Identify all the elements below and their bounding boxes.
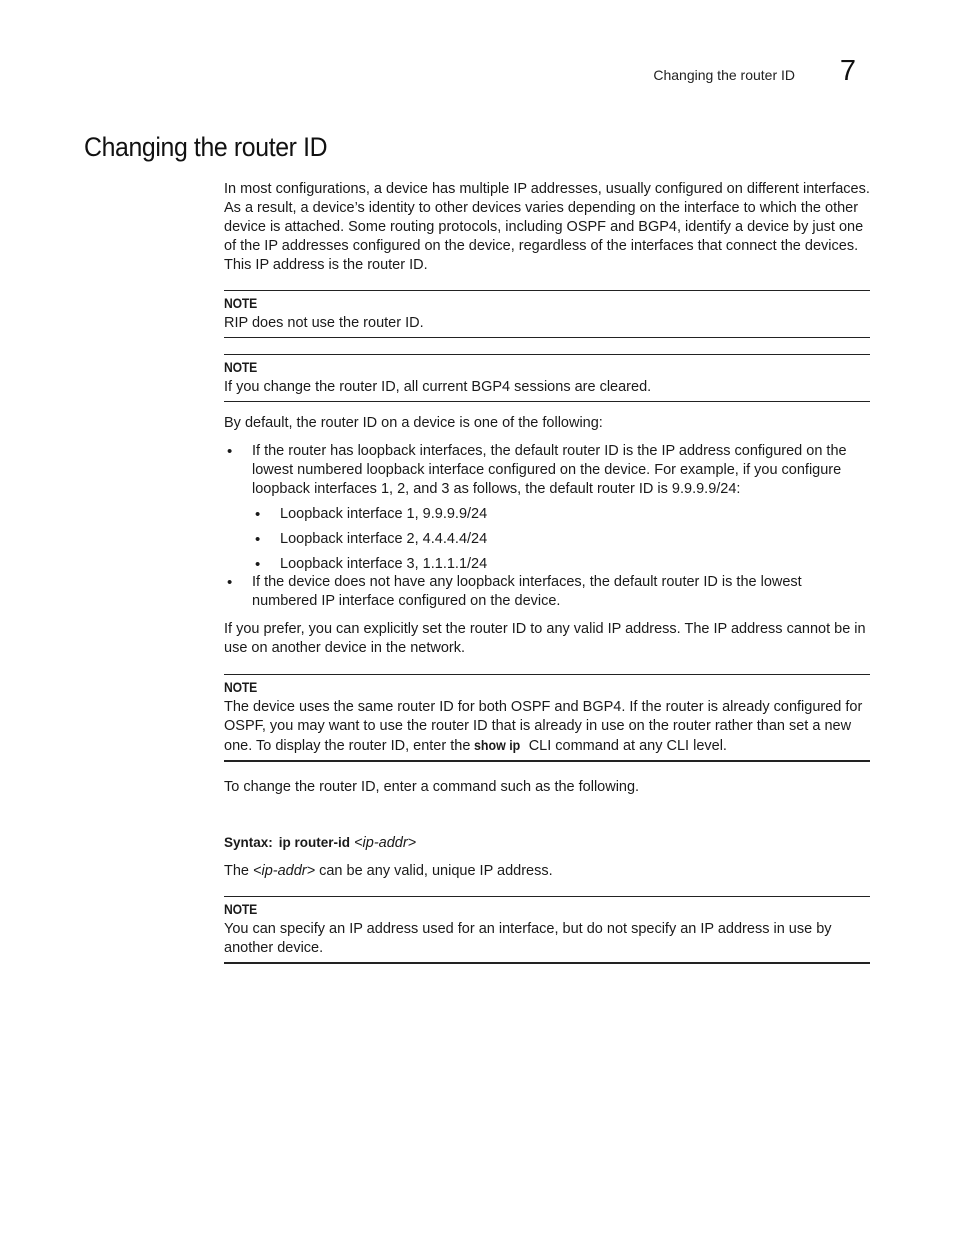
list-item xyxy=(224,573,870,611)
note-label: NOTE xyxy=(224,902,258,917)
default-intro: By default, the router ID on a device is one of the following: xyxy=(224,415,603,431)
note-box xyxy=(224,354,870,402)
list-item xyxy=(224,442,870,574)
note-text: RIP does not use the router ID. xyxy=(224,315,424,331)
prefer-paragraph: If you prefer, you can explicitly set the router ID to any valid IP address. The IP address cannot be in use on another device in the network. xyxy=(224,621,866,656)
note-text: You can specify an IP address used for an interface, but do not specify an IP address in use by another device. xyxy=(224,921,832,956)
note-box xyxy=(224,290,870,338)
syntax-parameter: <ip-addr> xyxy=(354,835,417,851)
running-title: Changing the router ID xyxy=(653,67,795,83)
running-header xyxy=(560,55,858,88)
note-text-part: The device uses the same router ID for both OSPF and BGP4. If the router is already configured for OSPF, you may want to use the router ID that is already in use on the router rather than set a new one. To display the router ID, enter the xyxy=(224,699,863,754)
note-label: NOTE xyxy=(224,296,258,311)
loopback-list xyxy=(252,505,870,574)
parameter-description xyxy=(224,862,870,881)
page-title: Changing the router ID xyxy=(84,132,328,162)
note-text: If you change the router ID, all current BGP4 sessions are cleared. xyxy=(224,379,652,395)
inline-command: show ip xyxy=(474,738,521,753)
note-text-part: CLI command at any CLI level. xyxy=(524,738,727,754)
intro-paragraph: In most configurations, a device has multiple IP addresses, usually configured on different interfaces. As a result, a device’s identity to other devices varies depending on the interface to which the other device is attached. Some routing protocols, including OSPF and BGP4, identify a device by just one of the IP addresses configured on the device, regardless of the interfaces that connect the devices. This IP address is the router ID. xyxy=(224,181,870,273)
list-item: • Loopback interface 1, 9.9.9.9/24 xyxy=(252,505,870,524)
desc-text: The xyxy=(224,863,254,879)
note-label: NOTE xyxy=(224,680,258,695)
main-content xyxy=(224,180,870,980)
syntax-command: ip router-id xyxy=(278,835,351,850)
syntax-line xyxy=(224,833,870,853)
syntax-label: Syntax: xyxy=(224,835,273,850)
note-box xyxy=(224,674,870,762)
note-box xyxy=(224,896,870,964)
list-item: • Loopback interface 2, 4.4.4.4/24 xyxy=(252,530,870,549)
list-item: • Loopback interface 3, 1.1.1.1/24 xyxy=(252,555,870,574)
default-router-id-list xyxy=(224,442,870,611)
note-label: NOTE xyxy=(224,360,258,375)
change-paragraph: To change the router ID, enter a command such as the following. xyxy=(224,779,640,795)
chapter-number: 7 xyxy=(839,55,856,87)
list-item-text: If the device does not have any loopback interfaces, the default router ID is the lowest numbered IP interface configured on the device. xyxy=(252,574,802,609)
note-text xyxy=(224,698,870,756)
desc-text: can be any valid, unique IP address. xyxy=(315,863,553,879)
parameter-name: <ip-addr> xyxy=(253,863,316,879)
list-item-text: If the router has loopback interfaces, the default router ID is the IP address configured on the lowest numbered loopback interface configured on the device. For example, if you configure loopback interfaces 1, 2, and 3 as follows, the default router ID is 9.9.9.9/24: xyxy=(252,443,847,497)
